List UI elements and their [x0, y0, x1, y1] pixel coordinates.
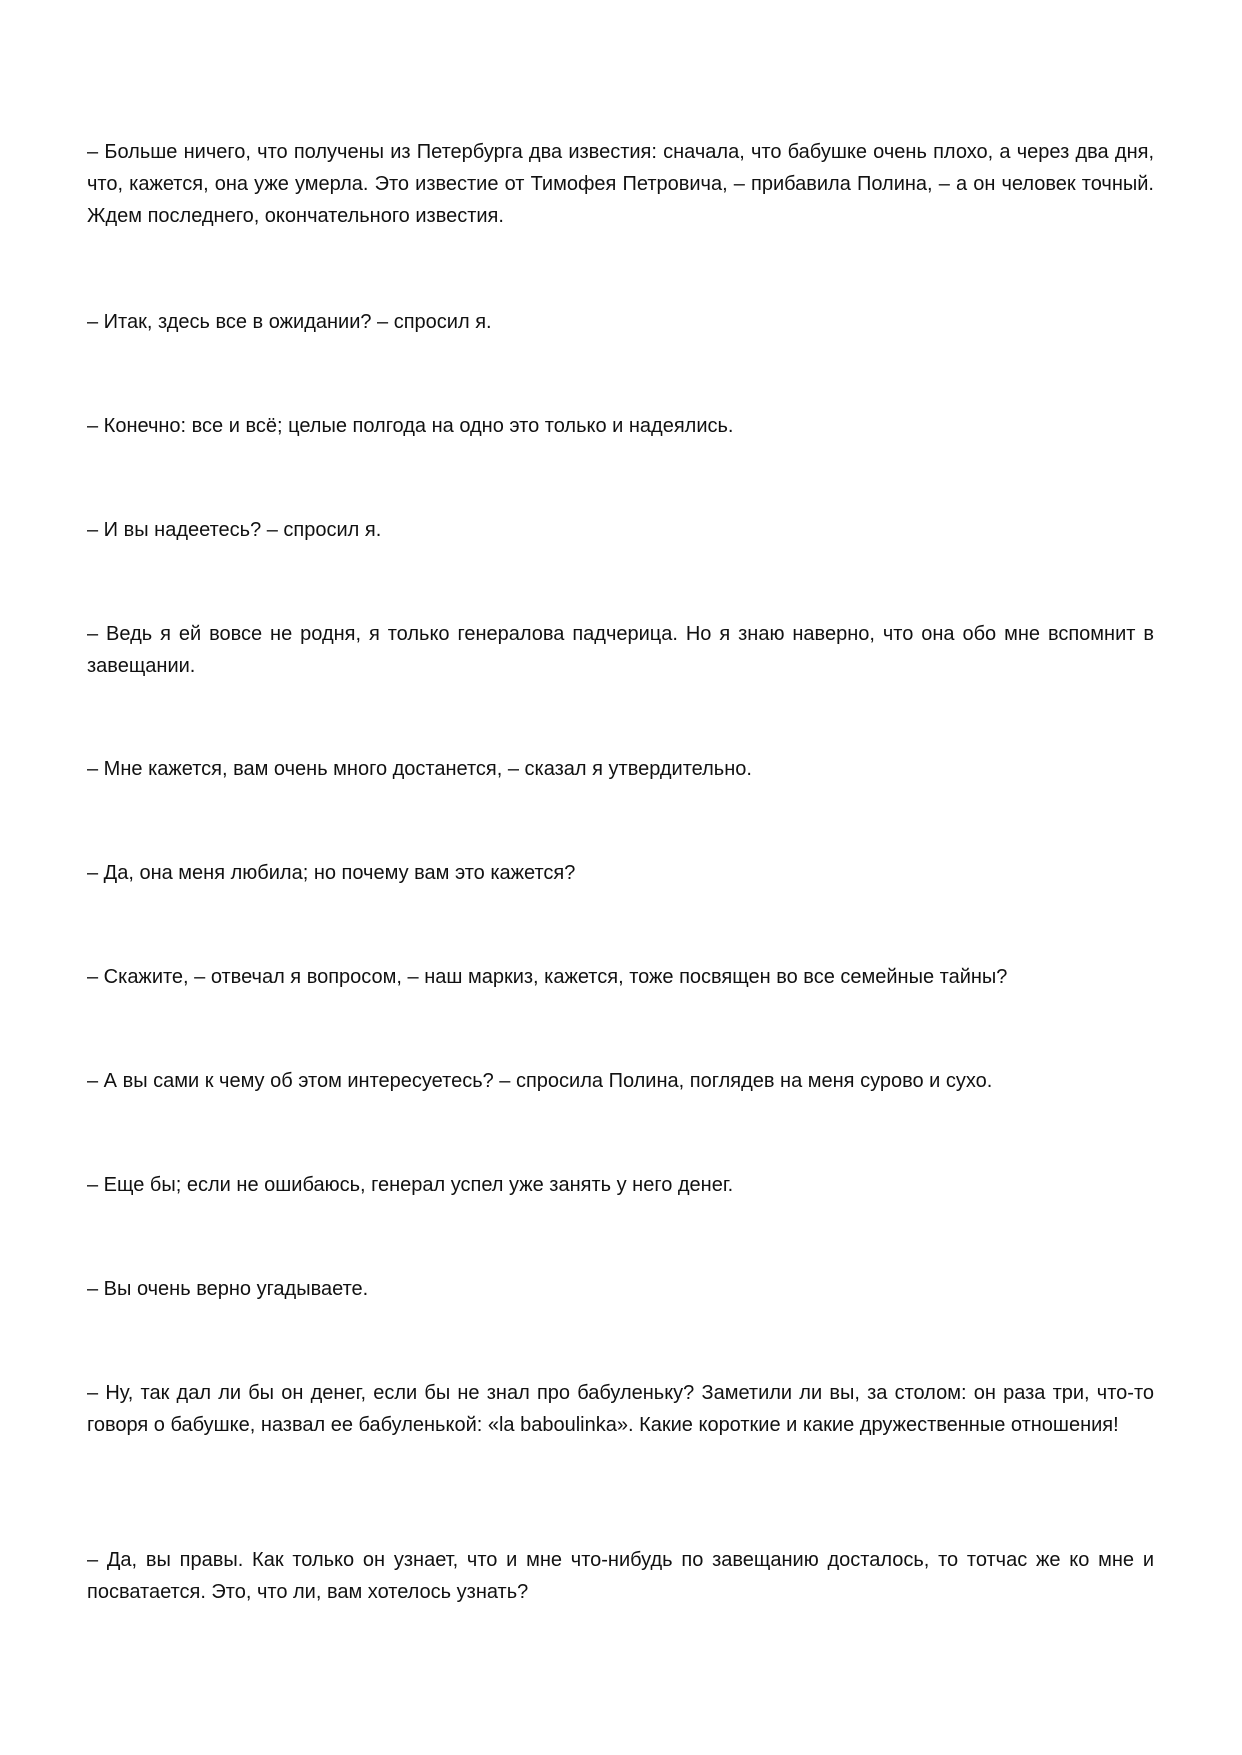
paragraph-5: – Ведь я ей вовсе не родня, я только генералова падчерица. Но я знаю наверно, что она обо мне вспомнит в завещании.	[87, 623, 1154, 677]
paragraph-6: – Мне кажется, вам очень много достанется, – сказал я утвердительно.	[87, 758, 752, 780]
paragraph-10: – Еще бы; если не ошибаюсь, генерал успел уже занять у него денег.	[87, 1174, 734, 1196]
paragraph-9: – А вы сами к чему об этом интересуетесь? – спросила Полина, поглядев на меня сурово и сухо.	[87, 1070, 993, 1092]
paragraph-7: – Да, она меня любила; но почему вам это кажется?	[87, 862, 576, 884]
paragraph-4: – И вы надеетесь? – спросил я.	[87, 519, 382, 541]
paragraph-2: – Итак, здесь все в ожидании? – спросил я.	[87, 311, 492, 333]
paragraph-13: – Да, вы правы. Как только он узнает, что и мне что-нибудь по завещанию досталось, то тотчас же ко мне и посватается. Это, что ли, вам хотелось узнать?	[87, 1549, 1154, 1603]
paragraph-1: – Больше ничего, что получены из Петербурга два известия: сначала, что бабушке очень плохо, а через два дня, что, кажется, она уже умерла. Это известие от Тимофея Петровича, – прибавила Полина, – а он человек точный. Ждем последнего, окончательного известия.	[87, 141, 1154, 227]
paragraph-12: – Ну, так дал ли бы он денег, если бы не знал про бабуленьку? Заметили ли вы, за столом: он раза три, что-то говоря о бабушке, назвал ее бабуленькой: «la baboulinka». Какие короткие и какие дружественные отношения!	[87, 1382, 1154, 1436]
paragraph-8: – Скажите, – отвечал я вопросом, – наш маркиз, кажется, тоже посвящен во все семейные тайны?	[87, 966, 1008, 988]
paragraph-3: – Конечно: все и всё; целые полгода на одно это только и надеялись.	[87, 415, 734, 437]
paragraph-11: – Вы очень верно угадываете.	[87, 1278, 369, 1300]
